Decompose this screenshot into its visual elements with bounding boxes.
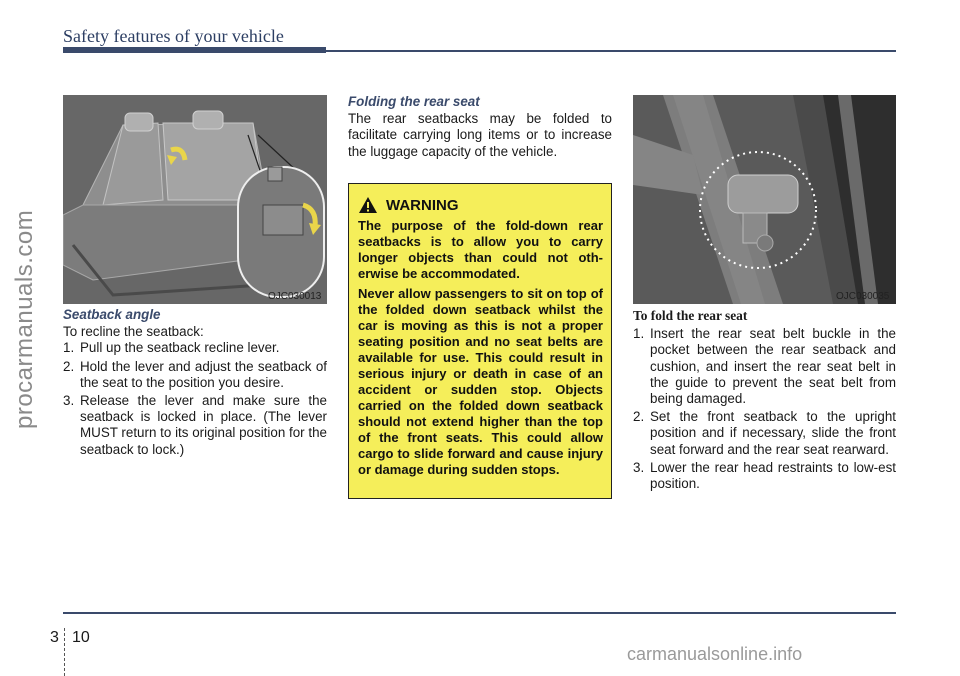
- page-number: 10: [72, 629, 90, 646]
- warning-text-2: Never allow passengers to sit on top of the folded down seatback whilst the car is moving as this is not a proper seating position and no seat belts are available for use. This could result in serious injury or death in case of an accident or sudden stop. Objects carried on the folded down seatback should not extend higher than the top of the front seats. This could allow cargo to slide forward and cause injury or damage during sudden stops.: [358, 286, 603, 477]
- warning-title: WARNING: [386, 196, 459, 214]
- warning-text-1: The purpose of the fold-down rear seatbacks is to allow you to carry longer objects than could not oth-erwise be accommodated.: [358, 218, 603, 281]
- list-item: 1. Pull up the seatback recline lever.: [63, 340, 280, 356]
- list-item: 1. Insert the rear seat belt buckle in the pocket between the rear seatback and cushion, and insert the rear seat belt in the guide to prevent the seat belt from being damaged.: [633, 326, 896, 407]
- fold-rear-seat-heading: To fold the rear seat: [633, 308, 748, 323]
- fold-steps: [633, 326, 896, 492]
- bottom-watermark: carmanualsonline.info: [627, 644, 803, 664]
- seat-belt-figure: [633, 95, 896, 304]
- right-figure-caption: OJC030035: [836, 291, 890, 302]
- warning-header: [358, 196, 603, 214]
- left-figure-caption: OJC030013: [268, 291, 322, 302]
- chapter-number: 3: [50, 629, 59, 646]
- folding-paragraph: The rear seatbacks may be folded to facilitate carrying long items or to increase the luggage capacity of the vehicle.: [348, 111, 612, 159]
- folding-rear-seat-heading: Folding the rear seat: [348, 94, 480, 109]
- rear-seat-illustration: [63, 95, 327, 304]
- header-rule-dark: [63, 47, 326, 53]
- right-column: [633, 308, 896, 494]
- rear-seat-figure: [63, 95, 327, 304]
- page-header-title: Safety features of your vehicle: [63, 26, 284, 46]
- middle-column: [348, 94, 612, 160]
- list-item: 3. Release the lever and make sure the seatback is locked in place. (The lever MUST return to its original position for the seatback to lock.): [63, 393, 327, 457]
- warning-box: [348, 183, 612, 499]
- footer-divider: [64, 628, 65, 676]
- list-item: 2. Hold the lever and adjust the seatback of the seat to the position you desire.: [63, 358, 327, 390]
- header-rule-thin: [326, 50, 896, 52]
- list-item: 2. Set the front seatback to the upright position and if necessary, slide the front seat forward and the rear seat rearward.: [633, 409, 896, 457]
- left-column: [63, 307, 327, 460]
- seat-belt-illustration: [633, 95, 896, 304]
- warning-triangle-icon: [358, 196, 378, 214]
- recline-steps: [63, 340, 327, 457]
- list-item: 3. Lower the rear head restraints to low-est position.: [633, 459, 896, 492]
- seatback-angle-heading: Seatback angle: [63, 307, 161, 322]
- recline-intro: To recline the seatback:: [63, 324, 204, 340]
- side-watermark: procarmanuals.com: [11, 209, 38, 429]
- footer-rule: [63, 612, 896, 614]
